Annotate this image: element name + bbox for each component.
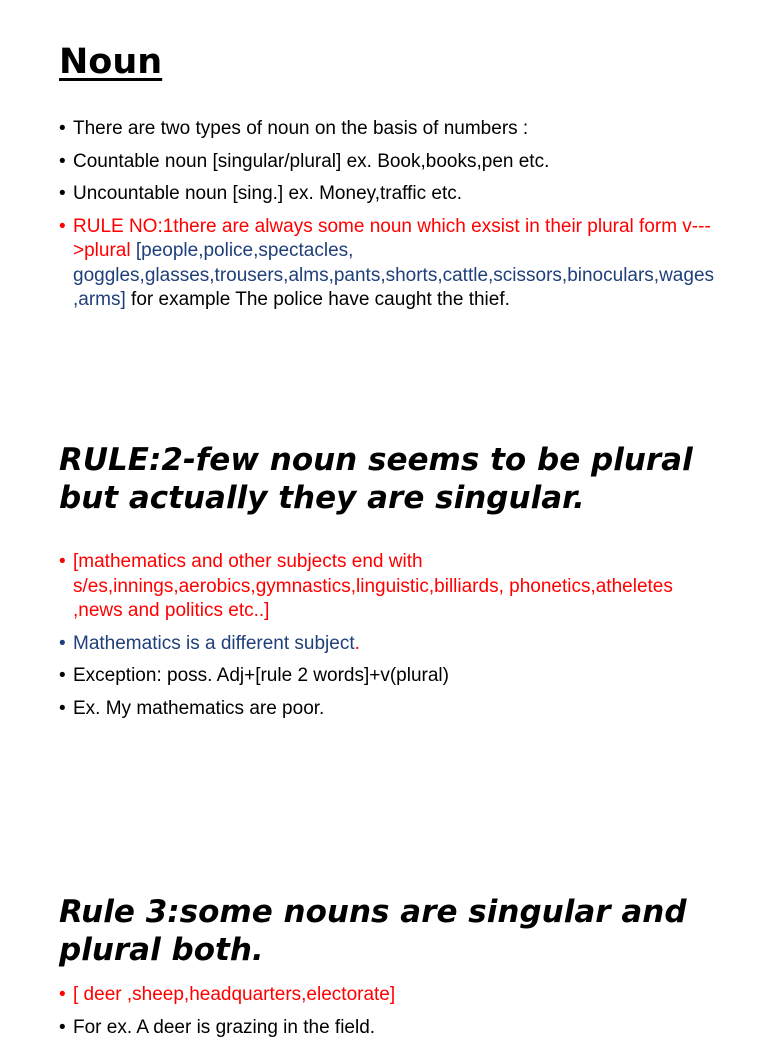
list-item: [59, 983, 719, 1008]
rule2-word-list: [mathematics and other subjects end with s/es,innings,aerobics,gymnastics,linguistic,billiards, phonetics,atheletes ,news and politics etc..]: [73, 551, 673, 621]
section3-bullet-list: [59, 983, 719, 1048]
bullet-icon: •: [59, 665, 66, 686]
rule2-heading: RULE:2-few noun seems to be plural but actually they are singular.: [59, 442, 693, 516]
list-item: [59, 150, 719, 175]
section1-bullet-list: [59, 117, 719, 321]
rule3-heading: Rule 3:some nouns are singular and plural both.: [59, 894, 687, 968]
bullet-icon: •: [59, 150, 66, 172]
bullet-icon: •: [59, 551, 66, 572]
sentence-period: .: [354, 632, 360, 654]
bullet-icon: •: [59, 697, 66, 719]
bullet-icon: •: [59, 1016, 66, 1038]
list-item-text: There are two types of noun on the basis of numbers :: [73, 118, 529, 139]
list-item: [59, 550, 719, 624]
rule1-text: RULE NO:1there are always some noun which exsist in their plural form v--->plural: [73, 215, 711, 261]
list-item: [59, 664, 719, 689]
bullet-icon: •: [59, 183, 66, 204]
bullet-icon: •: [59, 632, 66, 654]
page-title: Noun: [59, 42, 163, 82]
list-item: [59, 182, 719, 207]
list-item: [59, 117, 719, 142]
list-item: [59, 632, 719, 657]
list-item-text: Countable noun [singular/plural] ex. Book,books,pen etc.: [73, 150, 550, 172]
bullet-icon: •: [59, 215, 66, 237]
rule2-example-sentence: Mathematics is a different subject: [73, 632, 355, 654]
rule1-item: [59, 215, 719, 313]
rule1-word-list: [people,police,spectacles, goggles,glasses,trousers,alms,pants,shorts,cattle,scissors,binoculars,wages,arms]: [73, 240, 715, 310]
rule2-example: Ex. My mathematics are poor.: [73, 697, 325, 719]
bullet-icon: •: [59, 984, 66, 1005]
list-item-text: Uncountable noun [sing.] ex. Money,traffic etc.: [73, 183, 463, 204]
rule1-example: for example The police have caught the thief.: [125, 289, 510, 310]
rule2-exception: Exception: poss. Adj+[rule 2 words]+v(plural): [73, 665, 449, 686]
bullet-icon: •: [59, 118, 66, 139]
list-item: [59, 697, 719, 722]
rule3-word-list: [ deer ,sheep,headquarters,electorate]: [73, 984, 396, 1005]
section2-bullet-list: [59, 550, 719, 729]
rule3-example: For ex. A deer is grazing in the field.: [73, 1016, 376, 1038]
list-item: [59, 1016, 719, 1041]
